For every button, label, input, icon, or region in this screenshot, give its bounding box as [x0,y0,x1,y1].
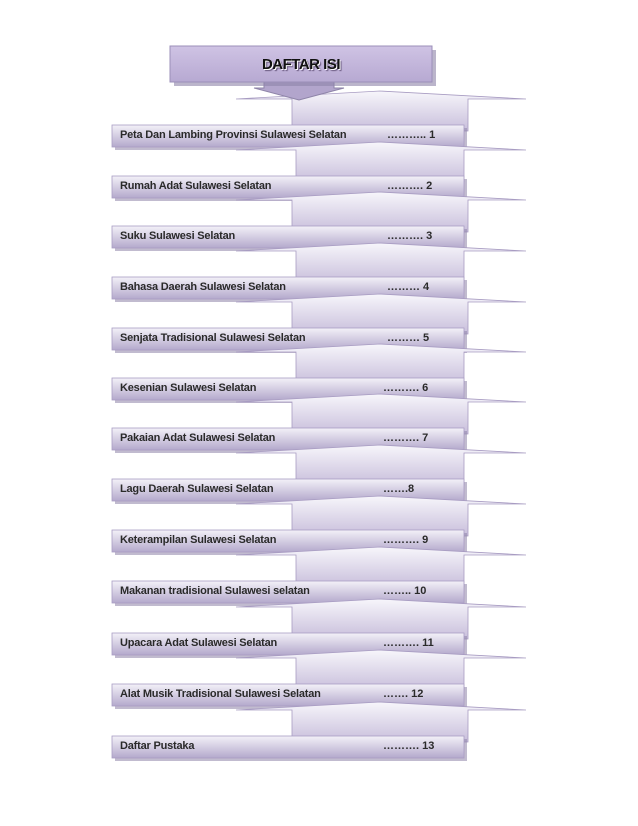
toc-entry-page: ………. 13 [383,740,435,752]
toc-entry-label: Daftar Pustaka [120,740,195,752]
toc-entry-label: Lagu Daerah Sulawesi Selatan [120,483,274,495]
toc-entry-page: ………. 6 [383,382,429,394]
toc-row-graphic [112,496,526,555]
toc-entry-label: Makanan tradisional Sulawesi selatan [120,585,310,597]
toc-entry-page: ………. 7 [383,432,429,444]
toc-entry-page: ……….. 1 [387,129,436,141]
toc-entry-label: Rumah Adat Sulawesi Selatan [120,180,272,192]
toc-row-graphic [112,702,526,761]
toc-row-graphic [112,142,526,201]
toc-entry-page: ……. 12 [383,688,424,700]
toc-entry-label: Pakaian Adat Sulawesi Selatan [120,432,276,444]
toc-entry-page: ……… 5 [387,332,430,344]
toc-row-graphic [112,599,526,658]
toc-row-graphic [112,294,526,353]
toc-entry-page: …….8 [383,483,415,495]
toc-row-graphic [112,243,526,302]
toc-entry-page: ………. 11 [383,637,434,649]
toc-entry-label: Keterampilan Sulawesi Selatan [120,534,277,546]
toc-entry-label: Peta Dan Lambing Provinsi Sulawesi Selatan [120,129,347,141]
toc-entry-label: Bahasa Daerah Sulawesi Selatan [120,281,286,293]
toc-entry-label: Alat Musik Tradisional Sulawesi Selatan [120,688,321,700]
toc-entry-page: …….. 10 [383,585,427,597]
toc-entry-page: ………. 9 [383,534,429,546]
toc-row-graphic [112,445,526,504]
toc-entry-label: Senjata Tradisional Sulawesi Selatan [120,332,306,344]
toc-entry-label: Kesenian Sulawesi Selatan [120,382,257,394]
toc-entry-page: ………. 2 [387,180,433,192]
toc-entry-page: ……… 4 [387,281,430,293]
toc-row-graphic [112,91,526,150]
toc-entry-page: ………. 3 [387,230,433,242]
toc-row-graphic [112,650,526,709]
toc-entry-label: Upacara Adat Sulawesi Selatan [120,637,278,649]
toc-entry-label: Suku Sulawesi Selatan [120,230,236,242]
page-title: DAFTAR ISI [261,55,341,73]
toc-row-graphic [112,547,526,606]
